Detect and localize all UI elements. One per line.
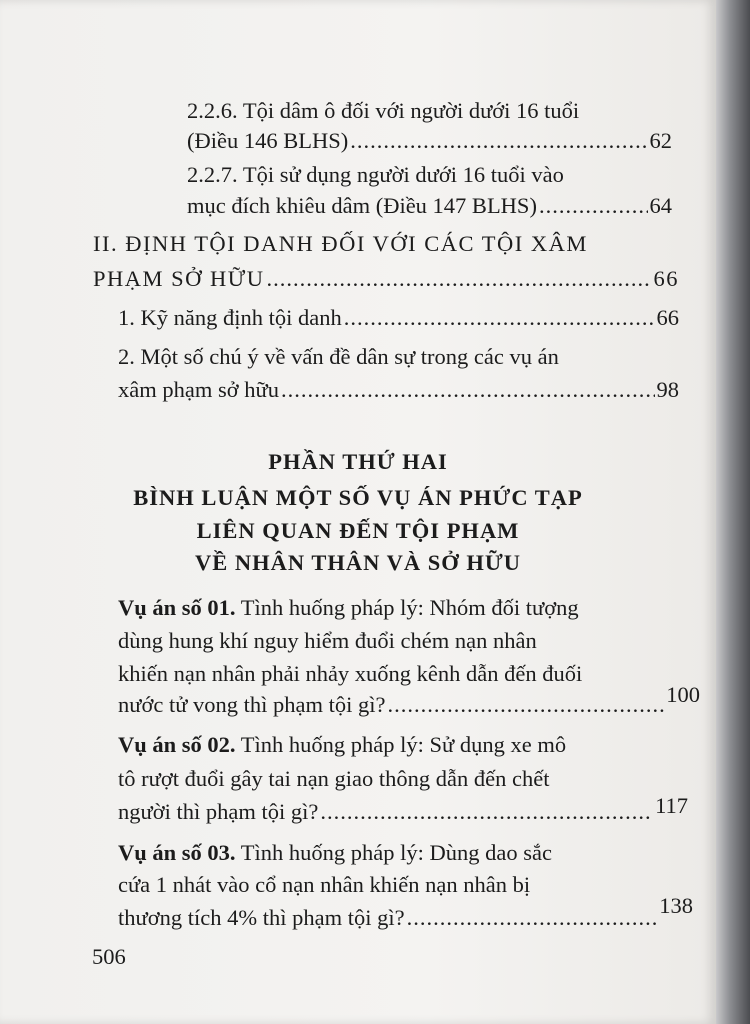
toc-section-ii	[93, 264, 679, 294]
part-title-line3: VỀ NHÂN THÂN VÀ SỞ HỮU	[195, 550, 521, 575]
case-01-line3: khiến nạn nhân phải nhảy xuống kênh dẫn đến đuối	[118, 661, 583, 686]
book-edge	[716, 0, 750, 1024]
case-01-page: 100	[666, 682, 700, 707]
toc-entry-2-2-7-line1: 2.2.7. Tội sử dụng người dưới 16 tuổi vào	[187, 162, 564, 187]
leader-dots	[388, 690, 665, 720]
part-title-line2: LIÊN QUAN ĐẾN TỘI PHẠM	[196, 518, 520, 543]
case-01-label: Vụ án số 01.	[118, 595, 236, 620]
toc-entry-2-2-6-line2: (Điều 146 BLHS)	[187, 128, 349, 153]
case-01-line2: dùng hung khí nguy hiểm đuổi chém nạn nhân	[118, 628, 537, 653]
case-02-label: Vụ án số 02.	[118, 732, 236, 757]
leader-dots	[407, 903, 658, 933]
toc-subsection-2-page: 98	[656, 377, 679, 402]
leader-dots	[320, 797, 653, 827]
part-title-line1: BÌNH LUẬN MỘT SỐ VỤ ÁN PHỨC TẠP	[133, 485, 583, 510]
case-02-line2: tô rượt đuổi gây tai nạn giao thông dẫn đến chết	[118, 766, 550, 791]
toc-subsection-2	[118, 375, 679, 405]
case-02-entry	[118, 793, 688, 827]
case-03-line3: thương tích 4% thì phạm tội gì?	[118, 905, 405, 930]
toc-entry-2-2-7-line2: mục đích khiêu dâm (Điều 147 BLHS)	[187, 193, 537, 218]
case-01-entry	[118, 682, 700, 720]
case-01-line4: nước tử vong thì phạm tội gì?	[118, 692, 386, 717]
toc-entry-2-2-6-page: 62	[649, 128, 672, 153]
leader-dots	[281, 375, 655, 405]
part-heading: PHẦN THỨ HAI	[268, 449, 448, 474]
leader-dots	[266, 264, 651, 294]
case-03-page: 138	[659, 893, 693, 918]
leader-dots	[539, 191, 648, 221]
toc-subsection-1-label: 1. Kỹ năng định tội danh	[118, 305, 342, 330]
toc-section-ii-line2: PHẠM SỞ HỮU	[93, 266, 265, 291]
toc-entry-2-2-6	[187, 126, 672, 156]
case-01-line1: Vụ án số 01. Tình huống pháp lý: Nhóm đối tượng	[118, 595, 579, 620]
leader-dots	[350, 126, 647, 156]
case-03-entry	[118, 893, 693, 933]
toc-entry-2-2-7-page: 64	[649, 193, 672, 218]
case-02-line1: Vụ án số 02. Tình huống pháp lý: Sử dụng xe mô	[118, 732, 567, 757]
toc-subsection-2-line1: 2. Một số chú ý về vấn đề dân sự trong các vụ án	[118, 344, 559, 369]
toc-subsection-1	[118, 303, 679, 333]
page-number: 506	[92, 944, 126, 969]
toc-section-ii-line1: II. ĐỊNH TỘI DANH ĐỐI VỚI CÁC TỘI XÂM	[93, 231, 588, 256]
toc-section-ii-page: 66	[653, 266, 679, 291]
toc-entry-2-2-6-line1: 2.2.6. Tội dâm ô đối với người dưới 16 tuổi	[187, 98, 580, 123]
leader-dots	[344, 303, 655, 333]
case-02-page: 117	[655, 793, 688, 818]
toc-entry-2-2-7	[187, 191, 672, 221]
toc-subsection-1-page: 66	[656, 305, 679, 330]
case-02-line3: người thì phạm tội gì?	[118, 799, 319, 824]
case-03-line1: Vụ án số 03. Tình huống pháp lý: Dùng dao sắc	[118, 840, 552, 865]
toc-subsection-2-line2: xâm phạm sở hữu	[118, 377, 279, 402]
case-03-label: Vụ án số 03.	[118, 840, 236, 865]
case-03-line2: cứa 1 nhát vào cổ nạn nhân khiến nạn nhân bị	[118, 872, 531, 897]
